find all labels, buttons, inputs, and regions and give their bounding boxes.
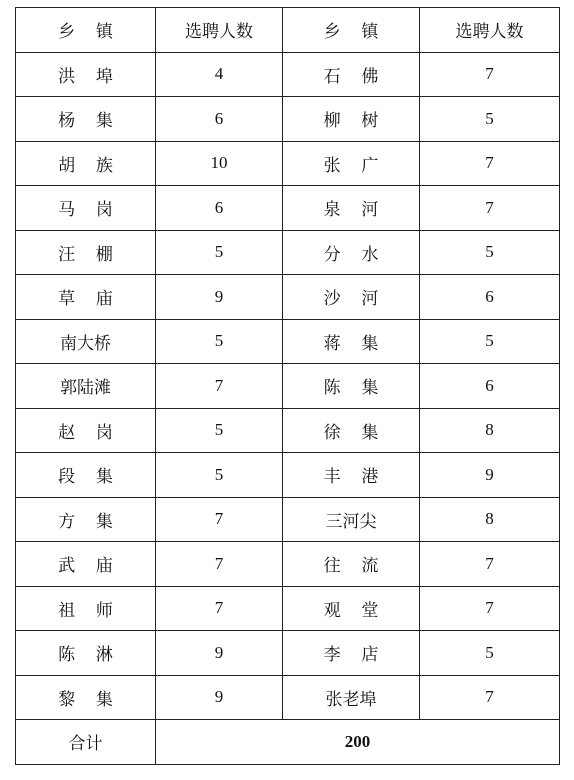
township-cell: 段 集: [16, 453, 156, 498]
count-cell: 7: [420, 186, 560, 231]
count-cell: 7: [420, 141, 560, 186]
township-cell: 汪 棚: [16, 230, 156, 275]
count-cell: 4: [156, 52, 283, 97]
count-cell: 6: [420, 275, 560, 320]
township-cell: 徐 集: [283, 408, 420, 453]
count-cell: 5: [420, 230, 560, 275]
count-cell: 7: [420, 542, 560, 587]
count-cell: 7: [420, 52, 560, 97]
township-cell: 胡 族: [16, 141, 156, 186]
township-cell: 分 水: [283, 230, 420, 275]
count-cell: 9: [156, 675, 283, 720]
township-cell: 张 广: [283, 141, 420, 186]
table-total-row: [16, 720, 560, 765]
township-cell: 南大桥: [16, 319, 156, 364]
count-cell: 5: [420, 631, 560, 676]
count-cell: 5: [156, 319, 283, 364]
township-cell: 祖 师: [16, 586, 156, 631]
township-cell: 石 佛: [283, 52, 420, 97]
total-label: 合计: [16, 720, 156, 765]
count-cell: 5: [420, 319, 560, 364]
township-cell: 柳 树: [283, 97, 420, 142]
count-cell: 7: [156, 497, 283, 542]
table-body: [16, 52, 560, 720]
count-cell: 5: [156, 230, 283, 275]
township-cell: 观 堂: [283, 586, 420, 631]
allocation-table-container: [15, 7, 559, 765]
township-cell: 蒋 集: [283, 319, 420, 364]
township-cell: 草 庙: [16, 275, 156, 320]
township-cell: 往 流: [283, 542, 420, 587]
count-cell: 7: [156, 542, 283, 587]
township-cell: 三河尖: [283, 497, 420, 542]
table-row: [16, 141, 560, 186]
table-row: [16, 542, 560, 587]
township-cell: 黎 集: [16, 675, 156, 720]
township-cell: 泉 河: [283, 186, 420, 231]
township-cell: 郭陆滩: [16, 364, 156, 409]
township-cell: 赵 岗: [16, 408, 156, 453]
count-cell: 6: [156, 97, 283, 142]
township-cell: 陈 集: [283, 364, 420, 409]
table-row: [16, 275, 560, 320]
table-row: [16, 586, 560, 631]
township-cell: 武 庙: [16, 542, 156, 587]
township-cell: 沙 河: [283, 275, 420, 320]
count-cell: 10: [156, 141, 283, 186]
township-cell: 李 店: [283, 631, 420, 676]
count-cell: 5: [156, 453, 283, 498]
count-cell: 5: [156, 408, 283, 453]
table-row: [16, 408, 560, 453]
header-township-2: 乡 镇: [283, 8, 420, 53]
count-cell: 7: [420, 586, 560, 631]
township-cell: 方 集: [16, 497, 156, 542]
table-row: [16, 52, 560, 97]
township-cell: 洪 埠: [16, 52, 156, 97]
table-row: [16, 675, 560, 720]
count-cell: 6: [156, 186, 283, 231]
township-cell: 丰 港: [283, 453, 420, 498]
township-cell: 马 岗: [16, 186, 156, 231]
total-value: 200: [156, 720, 560, 765]
table-row: [16, 453, 560, 498]
table-row: [16, 230, 560, 275]
township-cell: 陈 淋: [16, 631, 156, 676]
count-cell: 7: [420, 675, 560, 720]
header-count-1: 选聘人数: [156, 8, 283, 53]
township-cell: 张老埠: [283, 675, 420, 720]
count-cell: 5: [420, 97, 560, 142]
township-cell: 杨 集: [16, 97, 156, 142]
count-cell: 9: [156, 631, 283, 676]
table-row: [16, 364, 560, 409]
table-row: [16, 319, 560, 364]
table-row: [16, 497, 560, 542]
count-cell: 7: [156, 586, 283, 631]
count-cell: 6: [420, 364, 560, 409]
allocation-table: [15, 7, 560, 765]
count-cell: 8: [420, 497, 560, 542]
table-row: [16, 97, 560, 142]
table-header-row: [16, 8, 560, 53]
table-row: [16, 186, 560, 231]
count-cell: 8: [420, 408, 560, 453]
count-cell: 9: [156, 275, 283, 320]
header-township-1: 乡 镇: [16, 8, 156, 53]
header-count-2: 选聘人数: [420, 8, 560, 53]
count-cell: 9: [420, 453, 560, 498]
table-row: [16, 631, 560, 676]
count-cell: 7: [156, 364, 283, 409]
